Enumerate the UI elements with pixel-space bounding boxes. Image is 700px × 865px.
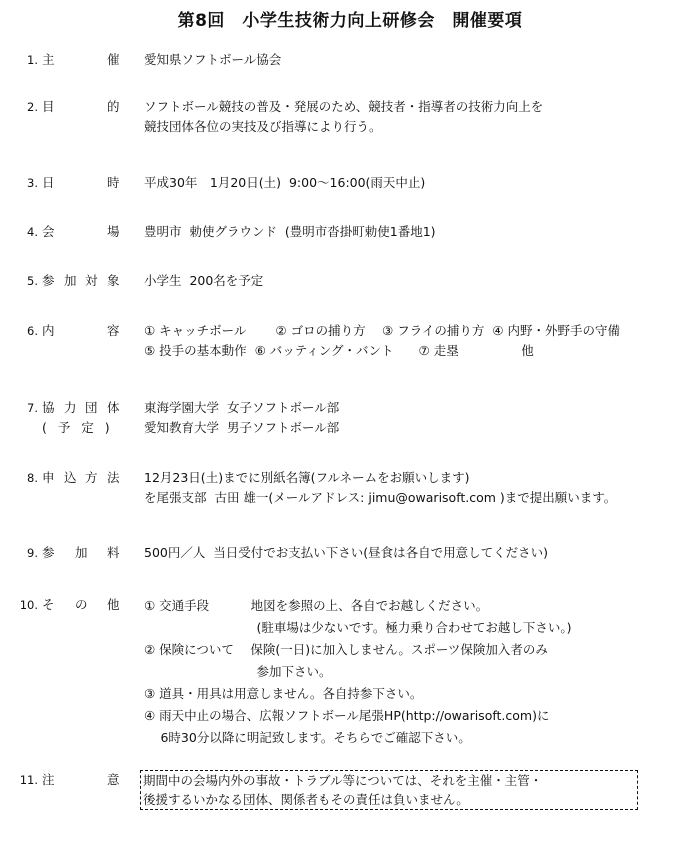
item-label-char: 力 [64,400,77,415]
item-label-char: 主 [42,52,55,67]
content-line: 東海学園大学 女子ソフトボール部 [144,400,340,415]
item-label-char: 目 [42,99,55,114]
item-label [42,271,120,291]
content-line: 愛知県ソフトボール協会 [144,52,282,67]
item-sub-label: ( 予 定 ) [42,420,111,435]
item-label-char: 的 [107,99,120,114]
item-number: 10. [19,598,38,612]
item-number: 4. [27,225,38,239]
content-line: を尾張支部 古田 雄一(メールアドレス: jimu@owarisoft.com )まで提出願います。 [144,490,617,505]
content-line: ① キャッチボール ② ゴロの捕り方 ③ フライの捕り方 ④ 内野・外野手の守備 [144,323,620,338]
item-label-char: 加 [75,545,88,560]
content-line: 愛知教育大学 男子ソフトボール部 [144,420,340,435]
item-label [42,770,120,790]
item-number: 9. [27,546,38,560]
notice-box [140,770,638,810]
item-content [144,595,572,749]
content-line: 競技団体各位の実技及び指導により行う。 [144,119,382,134]
item-label-char: 体 [107,400,120,415]
item-label-char: 申 [42,470,55,485]
item-content [144,222,436,242]
item-content [144,97,543,137]
item-label-char: 場 [107,224,120,239]
item-label [42,97,120,117]
item-number: 5. [27,274,38,288]
content-line: ① 交通手段 地図を参照の上、各自でお越しください。 [144,598,489,613]
content-line: 12月23日(土)までに別紙名簿(フルネームをお願いします) [144,470,470,485]
content-line: 参加下さい。 [144,664,332,679]
content-line: 500円／人 当日受付でお支払い下さい(昼食は各自で用意してください) [144,545,549,560]
content-line: ③ 道具・用具は用意しません。各自持参下さい。 [144,686,423,701]
item-label-char: の [75,597,88,612]
item-label [42,50,120,70]
item-label-char: 日 [42,175,55,190]
item-label [42,222,120,242]
item-label-char: 協 [42,400,55,415]
item-label-char: 法 [107,470,120,485]
content-line: ソフトボール競技の普及・発展のため、競技者・指導者の技術力向上を [144,99,544,114]
item-label-char: 参 [42,273,55,288]
item-content [144,321,620,361]
item-label-char: 団 [85,400,98,415]
item-label-char: 内 [42,323,55,338]
content-line: ④ 雨天中止の場合、広報ソフトボール尾張HP(http://owarisoft.com)に [144,708,550,723]
content-line: 平成30年 1月20日(土) 9:00～16:00(雨天中止) [144,175,426,190]
content-line: 小学生 200名を予定 [144,273,264,288]
item-label [42,321,120,341]
item-number: 6. [27,324,38,338]
item-content [144,271,263,291]
item-label-char: 他 [107,597,120,612]
item-label-char: 料 [107,545,120,560]
item-content [144,468,616,508]
item-label-char: 時 [107,175,120,190]
item-label [42,468,120,488]
notice-line: 期間中の会場内外の事故・トラブル等については、それを主催・主管・ [143,773,543,788]
item-label-char: 方 [85,470,98,485]
item-number: 11. [19,773,38,787]
item-content [144,50,281,70]
item-label-char: 参 [42,545,55,560]
item-label-char: 象 [107,273,120,288]
item-label [42,173,120,193]
content-line: 6時30分以降に明記致します。そちらでご確認下さい。 [144,730,471,745]
item-label-char: 容 [107,323,120,338]
item-number: 7. [27,401,38,415]
item-label-char: 意 [107,772,120,787]
page-title: 第8回 小学生技術力向上研修会 開催要項 [177,11,523,31]
item-label-char: 催 [107,52,120,67]
item-label-char: 会 [42,224,55,239]
item-content [144,543,548,563]
content-line: ⑤ 投手の基本動作 ⑥ バッティング・バント ⑦ 走塁 他 [144,343,534,358]
item-label-char: 注 [42,772,55,787]
content-line: 豊明市 勅使グラウンド (豊明市沓掛町勅使1番地1) [144,224,436,239]
item-content [144,173,425,193]
item-number: 3. [27,176,38,190]
item-label-char: 加 [64,273,77,288]
item-label [42,543,120,563]
notice-line: 後援するいかなる団体、関係者もその責任は負いません。 [143,792,469,807]
item-number: 2. [27,100,38,114]
item-label [42,595,120,615]
item-label-char: 対 [85,273,98,288]
item-number: 8. [27,471,38,485]
content-line: ② 保険について 保険(一日)に加入しません。スポーツ保険加入者のみ [144,642,548,657]
item-number: 1. [27,53,38,67]
item-label-char: 込 [64,470,77,485]
content-line: (駐車場は少ないです。極力乗り合わせてお越し下さい。) [144,620,572,635]
item-label-char: そ [42,597,55,612]
item-content [144,398,339,438]
item-label [42,398,120,418]
